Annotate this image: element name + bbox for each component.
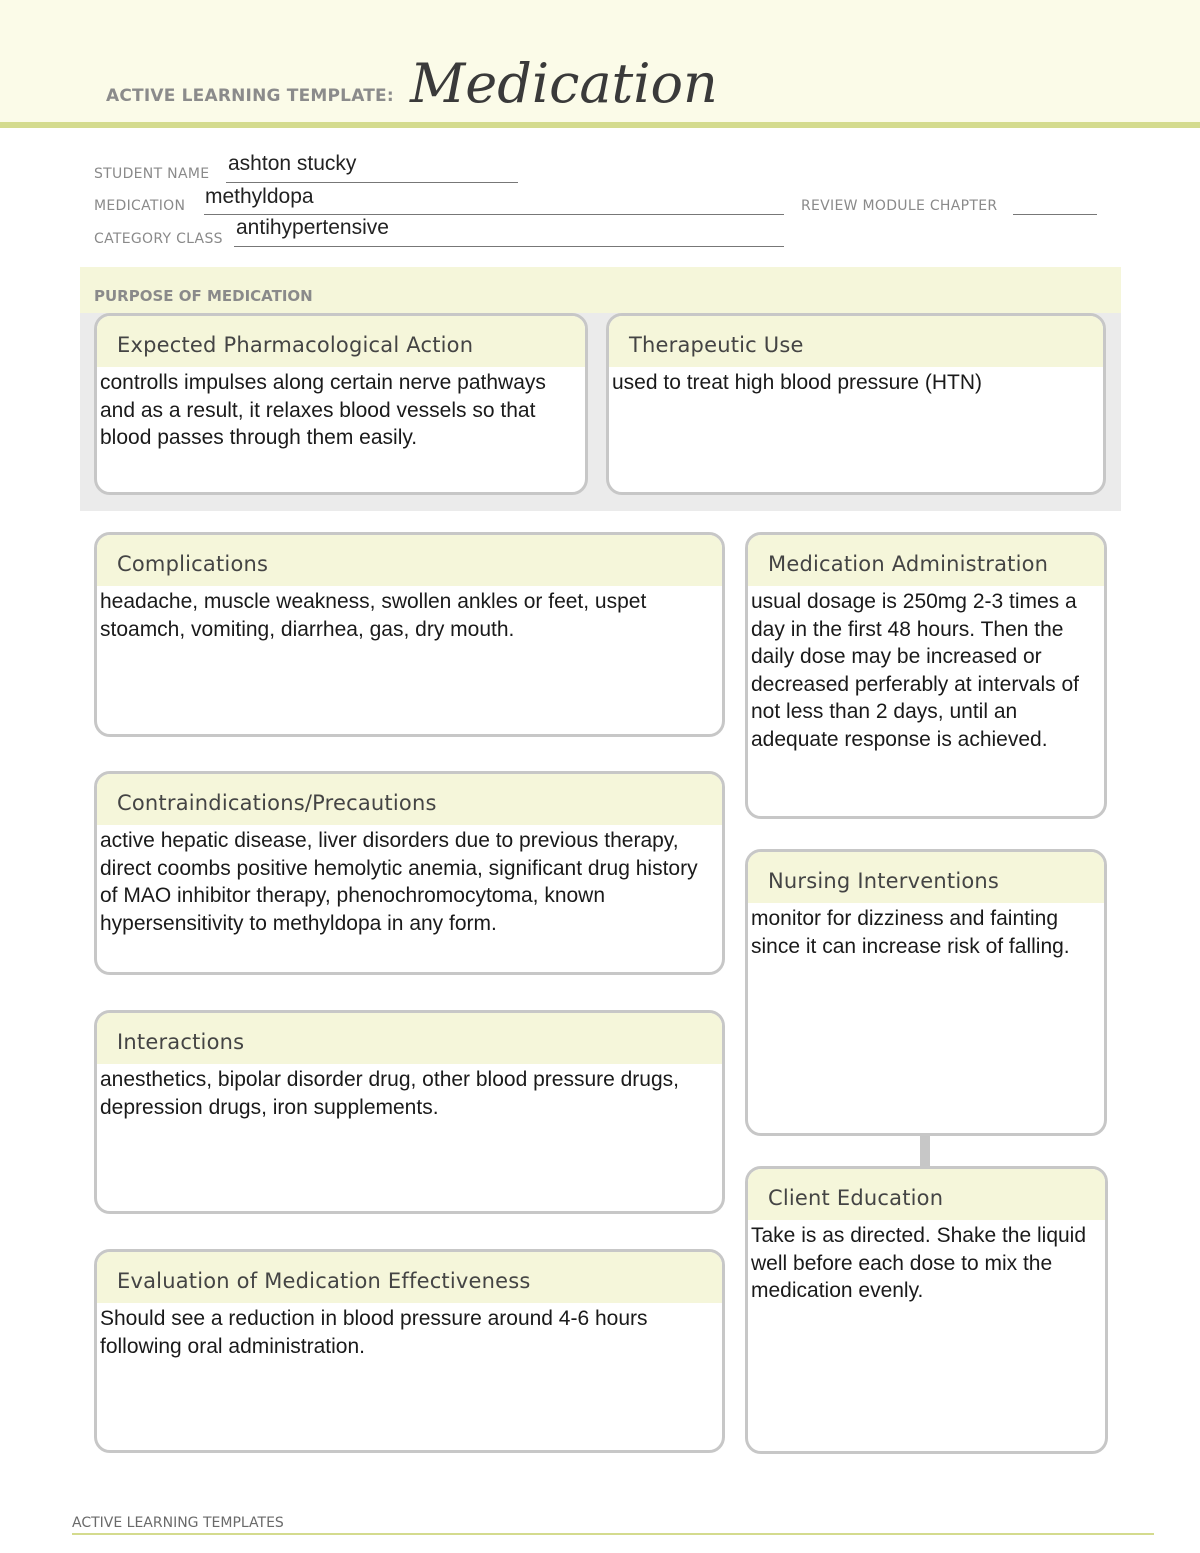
therapeutic-use-text[interactable]: used to treat high blood pressure (HTN) (612, 371, 983, 394)
medication-administration-header (748, 535, 1104, 586)
interactions-text[interactable]: anesthetics, bipolar disorder drug, other blood pressure drugs, depression drugs, iron supplements. (100, 1068, 679, 1119)
contraindications-box (94, 771, 725, 975)
client-education-box (745, 1166, 1108, 1454)
nursing-interventions-box (745, 849, 1107, 1136)
nursing-interventions-title: Nursing Interventions (768, 869, 1000, 893)
nursing-interventions-header (748, 852, 1104, 903)
category-class-field[interactable]: antihypertensive (236, 216, 389, 239)
medication-label: MEDICATION (94, 198, 186, 214)
contraindications-title: Contraindications/Precautions (117, 791, 437, 815)
interactions-header (97, 1013, 722, 1064)
footer-label: ACTIVE LEARNING TEMPLATES (72, 1515, 284, 1531)
medication-administration-title: Medication Administration (768, 552, 1049, 576)
client-education-header (748, 1169, 1105, 1220)
category-class-label: CATEGORY CLASS (94, 231, 223, 247)
header-divider (0, 122, 1200, 128)
medication-administration-box (745, 532, 1107, 819)
therapeutic-use-title: Therapeutic Use (629, 333, 804, 357)
therapeutic-use-header (609, 316, 1103, 367)
complications-title: Complications (117, 552, 269, 576)
medication-line (204, 214, 784, 215)
interactions-box (94, 1010, 725, 1214)
review-module-line (1013, 214, 1097, 215)
client-education-title: Client Education (768, 1186, 944, 1210)
purpose-label: PURPOSE OF MEDICATION (94, 287, 313, 305)
connector-bar (920, 1134, 930, 1168)
interactions-title: Interactions (117, 1030, 245, 1054)
footer-divider (72, 1533, 1154, 1535)
student-name-line (226, 182, 518, 183)
expected-action-box (94, 313, 588, 495)
client-education-text[interactable]: Take is as directed. Shake the liquid well before each dose to mix the medication evenly. (751, 1224, 1087, 1302)
evaluation-text[interactable]: Should see a reduction in blood pressure around 4-6 hours following oral administration. (100, 1307, 648, 1358)
student-name-label: STUDENT NAME (94, 166, 210, 182)
evaluation-header (97, 1252, 722, 1303)
review-module-label: REVIEW MODULE CHAPTER (801, 198, 998, 214)
category-class-line (234, 246, 784, 247)
evaluation-box (94, 1249, 725, 1453)
therapeutic-use-box (606, 313, 1106, 495)
expected-action-title: Expected Pharmacological Action (117, 333, 474, 357)
contraindications-header (97, 774, 722, 825)
template-title: Medication (410, 52, 718, 115)
complications-text[interactable]: headache, muscle weakness, swollen ankles or feet, uspet stoamch, vomiting, diarrhea, gas, dry mouth. (100, 590, 647, 641)
medication-administration-text[interactable]: usual dosage is 250mg 2-3 times a day in the first 48 hours. Then the daily dose may be increased or decreased perferably at intervals of not less than 2 days, until an adequate response is achieved. (751, 590, 1080, 751)
complications-box (94, 532, 725, 737)
contraindications-text[interactable]: active hepatic disease, liver disorders due to previous therapy, direct coombs positive hemolytic anemia, significant drug history of MAO inhibitor therapy, phenochromocytoma, known hypersensitivity to methyldopa in any form. (100, 829, 698, 935)
complications-header (97, 535, 722, 586)
nursing-interventions-text[interactable]: monitor for dizziness and fainting since it can increase risk of falling. (751, 907, 1070, 958)
expected-action-text[interactable]: controlls impulses along certain nerve pathways and as a result, it relaxes blood vessels so that blood passes through them easily. (100, 371, 546, 449)
evaluation-title: Evaluation of Medication Effectiveness (117, 1269, 531, 1293)
medication-field[interactable]: methyldopa (205, 185, 314, 208)
template-label: ACTIVE LEARNING TEMPLATE: (106, 86, 394, 106)
expected-action-header (97, 316, 585, 367)
student-name-field[interactable]: ashton stucky (228, 152, 357, 175)
